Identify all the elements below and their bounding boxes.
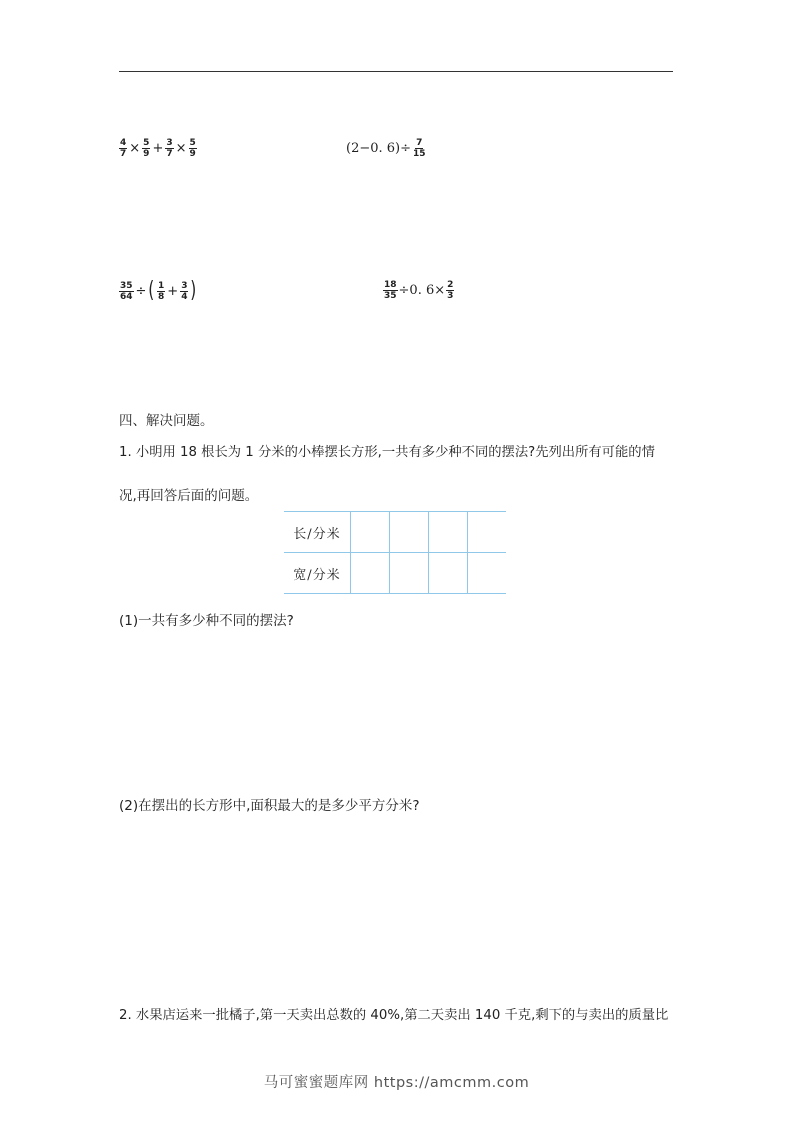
operator: ÷ [135,283,147,299]
fraction: $\frac{18}{35}$ [384,280,397,301]
fraction: $\frac{7}{15}$ [413,138,426,159]
table-cell[interactable] [468,512,507,553]
fraction: $\frac{5}{9}$ [143,138,150,159]
expression-3 [118,280,198,302]
expression-4 [382,280,455,301]
table-cell[interactable] [468,553,507,594]
fraction: $\frac{2}{3}$ [447,280,454,301]
table-cell[interactable] [351,512,390,553]
footer-watermark: 马可蜜蜜题库网 https://amcmm.com [263,1075,530,1091]
fraction: $\frac{3}{4}$ [181,280,188,302]
table-cell[interactable] [390,553,429,594]
expression-text: ÷0. 6× [398,283,446,298]
problem-1-line-2: 况,再回答后面的问题。 [119,488,259,504]
header-rule [119,71,673,72]
table-cell[interactable] [429,553,468,594]
operator: + [167,283,179,299]
expression-1 [118,138,198,159]
question-2: (2)在摆出的长方形中,面积最大的是多少平方分米? [119,798,420,814]
fraction: $\frac{4}{7}$ [120,138,127,159]
question-1: (1)一共有多少种不同的摆法? [119,613,294,629]
fraction: $\frac{3}{7}$ [166,138,173,159]
row-label-length: 长/分米 [284,512,351,553]
fraction: $\frac{5}{9}$ [189,138,196,159]
table-cell[interactable] [351,553,390,594]
problem-1-line-1: 1. 小明用 18 根长为 1 分米的小棒摆长方形,一共有多少种不同的摆法?先列出所有可能的情 [119,445,655,460]
table-cell[interactable] [429,512,468,553]
expression-2 [346,138,428,159]
problem-2-line-1: 2. 水果店运来一批橘子,第一天卖出总数的 40%,第二天卖出 140 千克,剩下的与卖出的质量比 [119,1008,669,1023]
fraction: $\frac{35}{64}$ [120,280,133,302]
table-cell[interactable] [390,512,429,553]
row-label-width: 宽/分米 [284,553,351,594]
expression-text: (2−0. 6)÷ [346,141,412,156]
operator: × [129,141,141,156]
table-row [284,512,506,553]
right-paren: ) [190,278,197,303]
table-row [284,553,506,594]
fraction: $\frac{1}{8}$ [158,280,165,302]
answer-table [284,511,506,594]
left-paren: ( [148,278,155,303]
operator: × [175,141,187,156]
section-heading: 四、解决问题。 [119,413,214,429]
operator: + [152,141,164,156]
